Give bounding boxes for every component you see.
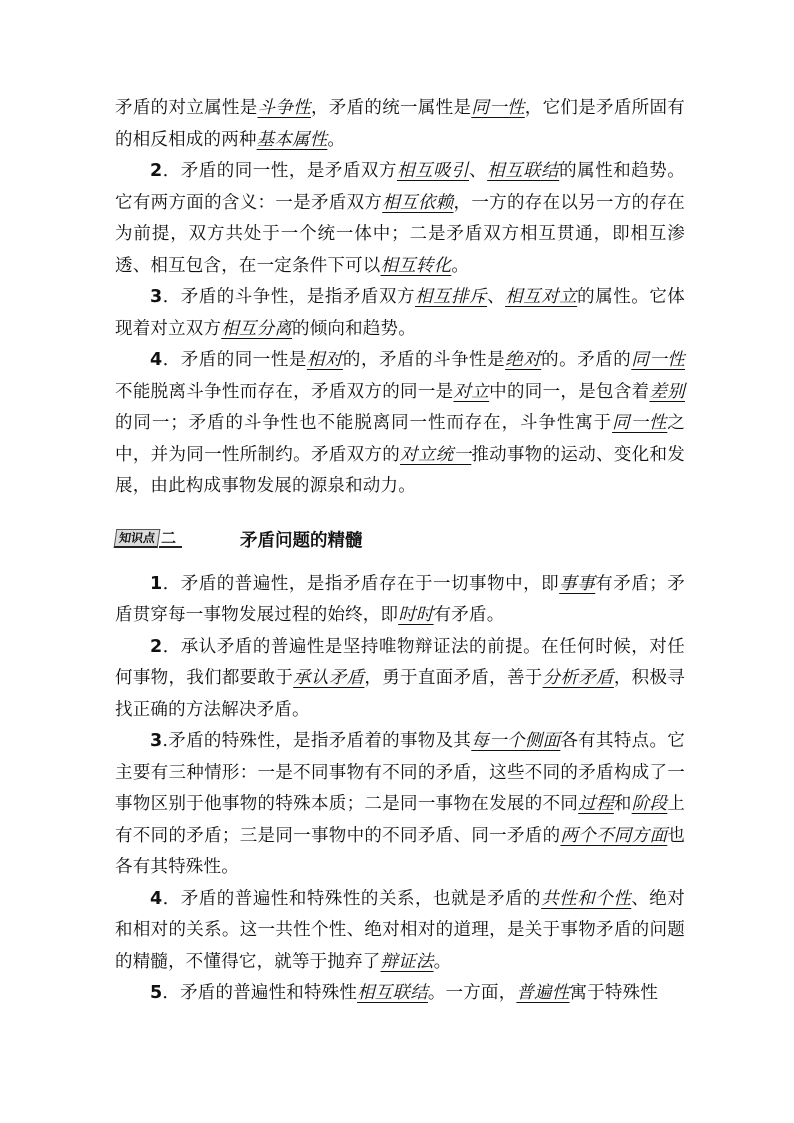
answer-fill: 分析矛盾 [542, 668, 614, 688]
answer-fill: 相互转化 [380, 255, 452, 276]
knowledge-point-label: 知识点 [114, 529, 161, 548]
text: 有矛盾；矛盾贯穿每一事物发展过程的始终，即 [115, 573, 686, 625]
answer-fill: 相互排斥 [414, 287, 488, 307]
knowledge-point-badge [115, 529, 182, 548]
text: 、 [469, 161, 488, 181]
answer-fill: 基本属性 [256, 129, 328, 150]
answer-fill: 事事 [559, 573, 596, 594]
answer-fill: 每一个侧面 [471, 731, 561, 751]
answer-fill: 差别 [649, 381, 685, 402]
answer-fill: 时时 [398, 605, 434, 625]
knowledge-point-number: 二 [159, 530, 182, 548]
text: 矛盾的对立属性是 [115, 98, 258, 118]
answer-fill: 普遍性 [516, 983, 570, 1003]
section2-paragraph-4 [115, 884, 685, 979]
answer-fill: 过程 [578, 794, 614, 814]
answer-fill: 相互依赖 [382, 192, 454, 213]
section2-paragraph-3 [115, 726, 685, 884]
section-title: 矛盾问题的精髓 [240, 530, 363, 551]
text: 、 [487, 287, 506, 307]
answer-fill: 相互吸引 [396, 161, 470, 181]
text: 上有不同的矛盾；三是同一事物中的不同矛盾、同一矛盾的 [115, 794, 686, 846]
item-number: 4 [150, 350, 163, 370]
answer-fill: 辩证法 [380, 951, 434, 972]
section-header [115, 517, 685, 563]
text: ．矛盾的普遍性和特殊性的关系，也就是矛盾的 [162, 888, 542, 909]
text: ，一方的存在以另一方的存在为前提，双方共处于一个统一体中；二是矛盾双方相互贯通，即相互渗透、相互包含，在一定条件下可以 [115, 192, 685, 276]
text: 推动事物的运动、变化和发展，由此构成事物发展的源泉和动力。 [115, 444, 685, 496]
item-number: 2 [150, 636, 163, 657]
answer-fill: 承认矛盾 [293, 668, 365, 688]
answer-fill: 相互联结 [487, 161, 560, 181]
text: ，积极寻找正确的方法解决矛盾。 [115, 668, 685, 720]
text: 的同一；矛盾的斗争性也不能脱离同一性而存在，斗争性寓于 [115, 413, 613, 433]
text: 各有其特点。它主要有三种情形：一是不同事物有不同的矛盾，这些不同的矛盾构成了一事物区别于他事物的特殊本质；二是同一事物在发展的不同 [115, 731, 685, 814]
text: 也各有其特殊性。 [115, 825, 686, 877]
answer-fill: 斗争性 [257, 98, 311, 118]
answer-fill: 同一性 [612, 413, 668, 433]
text: ，勇于直面矛盾，善于 [364, 668, 543, 688]
text: 寓于特殊性 [569, 983, 659, 1003]
paragraph-3 [115, 282, 685, 345]
text: ，它们是矛盾所固有的相反相成的两种 [115, 98, 685, 150]
text: 。 [327, 129, 346, 150]
item-number: 1 [150, 573, 163, 594]
text: ．矛盾的普遍性和特殊性 [162, 983, 358, 1003]
item-number: 4 [150, 888, 163, 909]
text: ．矛盾的同一性，是矛盾双方 [162, 161, 397, 181]
text: 不能脱离斗争性而存在，矛盾双方的同一是 [115, 381, 454, 402]
answer-fill: 同一性 [471, 98, 525, 118]
answer-fill: 同一性 [631, 350, 686, 370]
text: 中的同一，是包含着 [489, 381, 650, 402]
paragraph-4 [115, 345, 685, 503]
answer-fill: 两个不同方面 [560, 825, 668, 846]
text: 的，矛盾的斗争性是 [342, 350, 506, 370]
answer-fill: 阶段 [631, 794, 668, 814]
text: 之中，并为同一性所制约。矛盾双方的 [115, 413, 685, 465]
text: .矛盾的特殊性，是指矛盾着的事物及其 [162, 731, 472, 751]
answer-fill: 对立 [453, 381, 490, 402]
text: ．承认矛盾的普遍性是坚持唯物辩证法的前提。在任何时候，对任何事物，我们都要敢于 [115, 636, 685, 688]
section2-paragraph-5 [115, 978, 685, 1010]
text: ，矛盾的统一属性是 [310, 98, 472, 118]
text: 和 [613, 794, 632, 814]
item-number: 3 [150, 287, 163, 307]
text: 的属性。它体现着对立双方 [115, 287, 685, 339]
answer-fill: 相对 [306, 350, 343, 370]
text: ．矛盾的斗争性，是指矛盾双方 [162, 287, 415, 307]
text: 、绝对和相对的关系。这一共性个性、绝对相对的道理，是关于事物矛盾的问题的精髓，不懂得它，就等于抛弃了 [115, 888, 686, 972]
text: ．矛盾的普遍性，是指矛盾存在于一切事物中，即 [162, 573, 560, 594]
item-number: 2 [150, 161, 163, 181]
answer-fill: 绝对 [505, 350, 542, 370]
paragraph-intro [115, 93, 685, 156]
section2-paragraph-2 [115, 632, 685, 727]
text: 。一方面， [427, 983, 517, 1003]
text: 。 [451, 255, 470, 276]
answer-fill: 相互对立 [505, 287, 578, 307]
answer-fill: 相互分离 [221, 318, 293, 339]
text: 的。矛盾的 [541, 350, 632, 370]
answer-fill: 共性和个性 [541, 888, 632, 909]
text: 有矛盾。 [433, 605, 505, 625]
item-number: 3 [150, 731, 163, 751]
answer-fill: 对立统一 [400, 444, 472, 465]
document-page [115, 93, 685, 1010]
text: 的属性和趋势。它有两方面的含义：一是矛盾双方 [115, 161, 685, 213]
text: 的倾向和趋势。 [292, 318, 416, 339]
text: ．矛盾的同一性是 [162, 350, 307, 370]
paragraph-2 [115, 156, 685, 282]
item-number: 5 [150, 983, 163, 1003]
answer-fill: 相互联结 [357, 983, 428, 1003]
text: 。 [433, 951, 452, 972]
section2-paragraph-1 [115, 569, 685, 632]
